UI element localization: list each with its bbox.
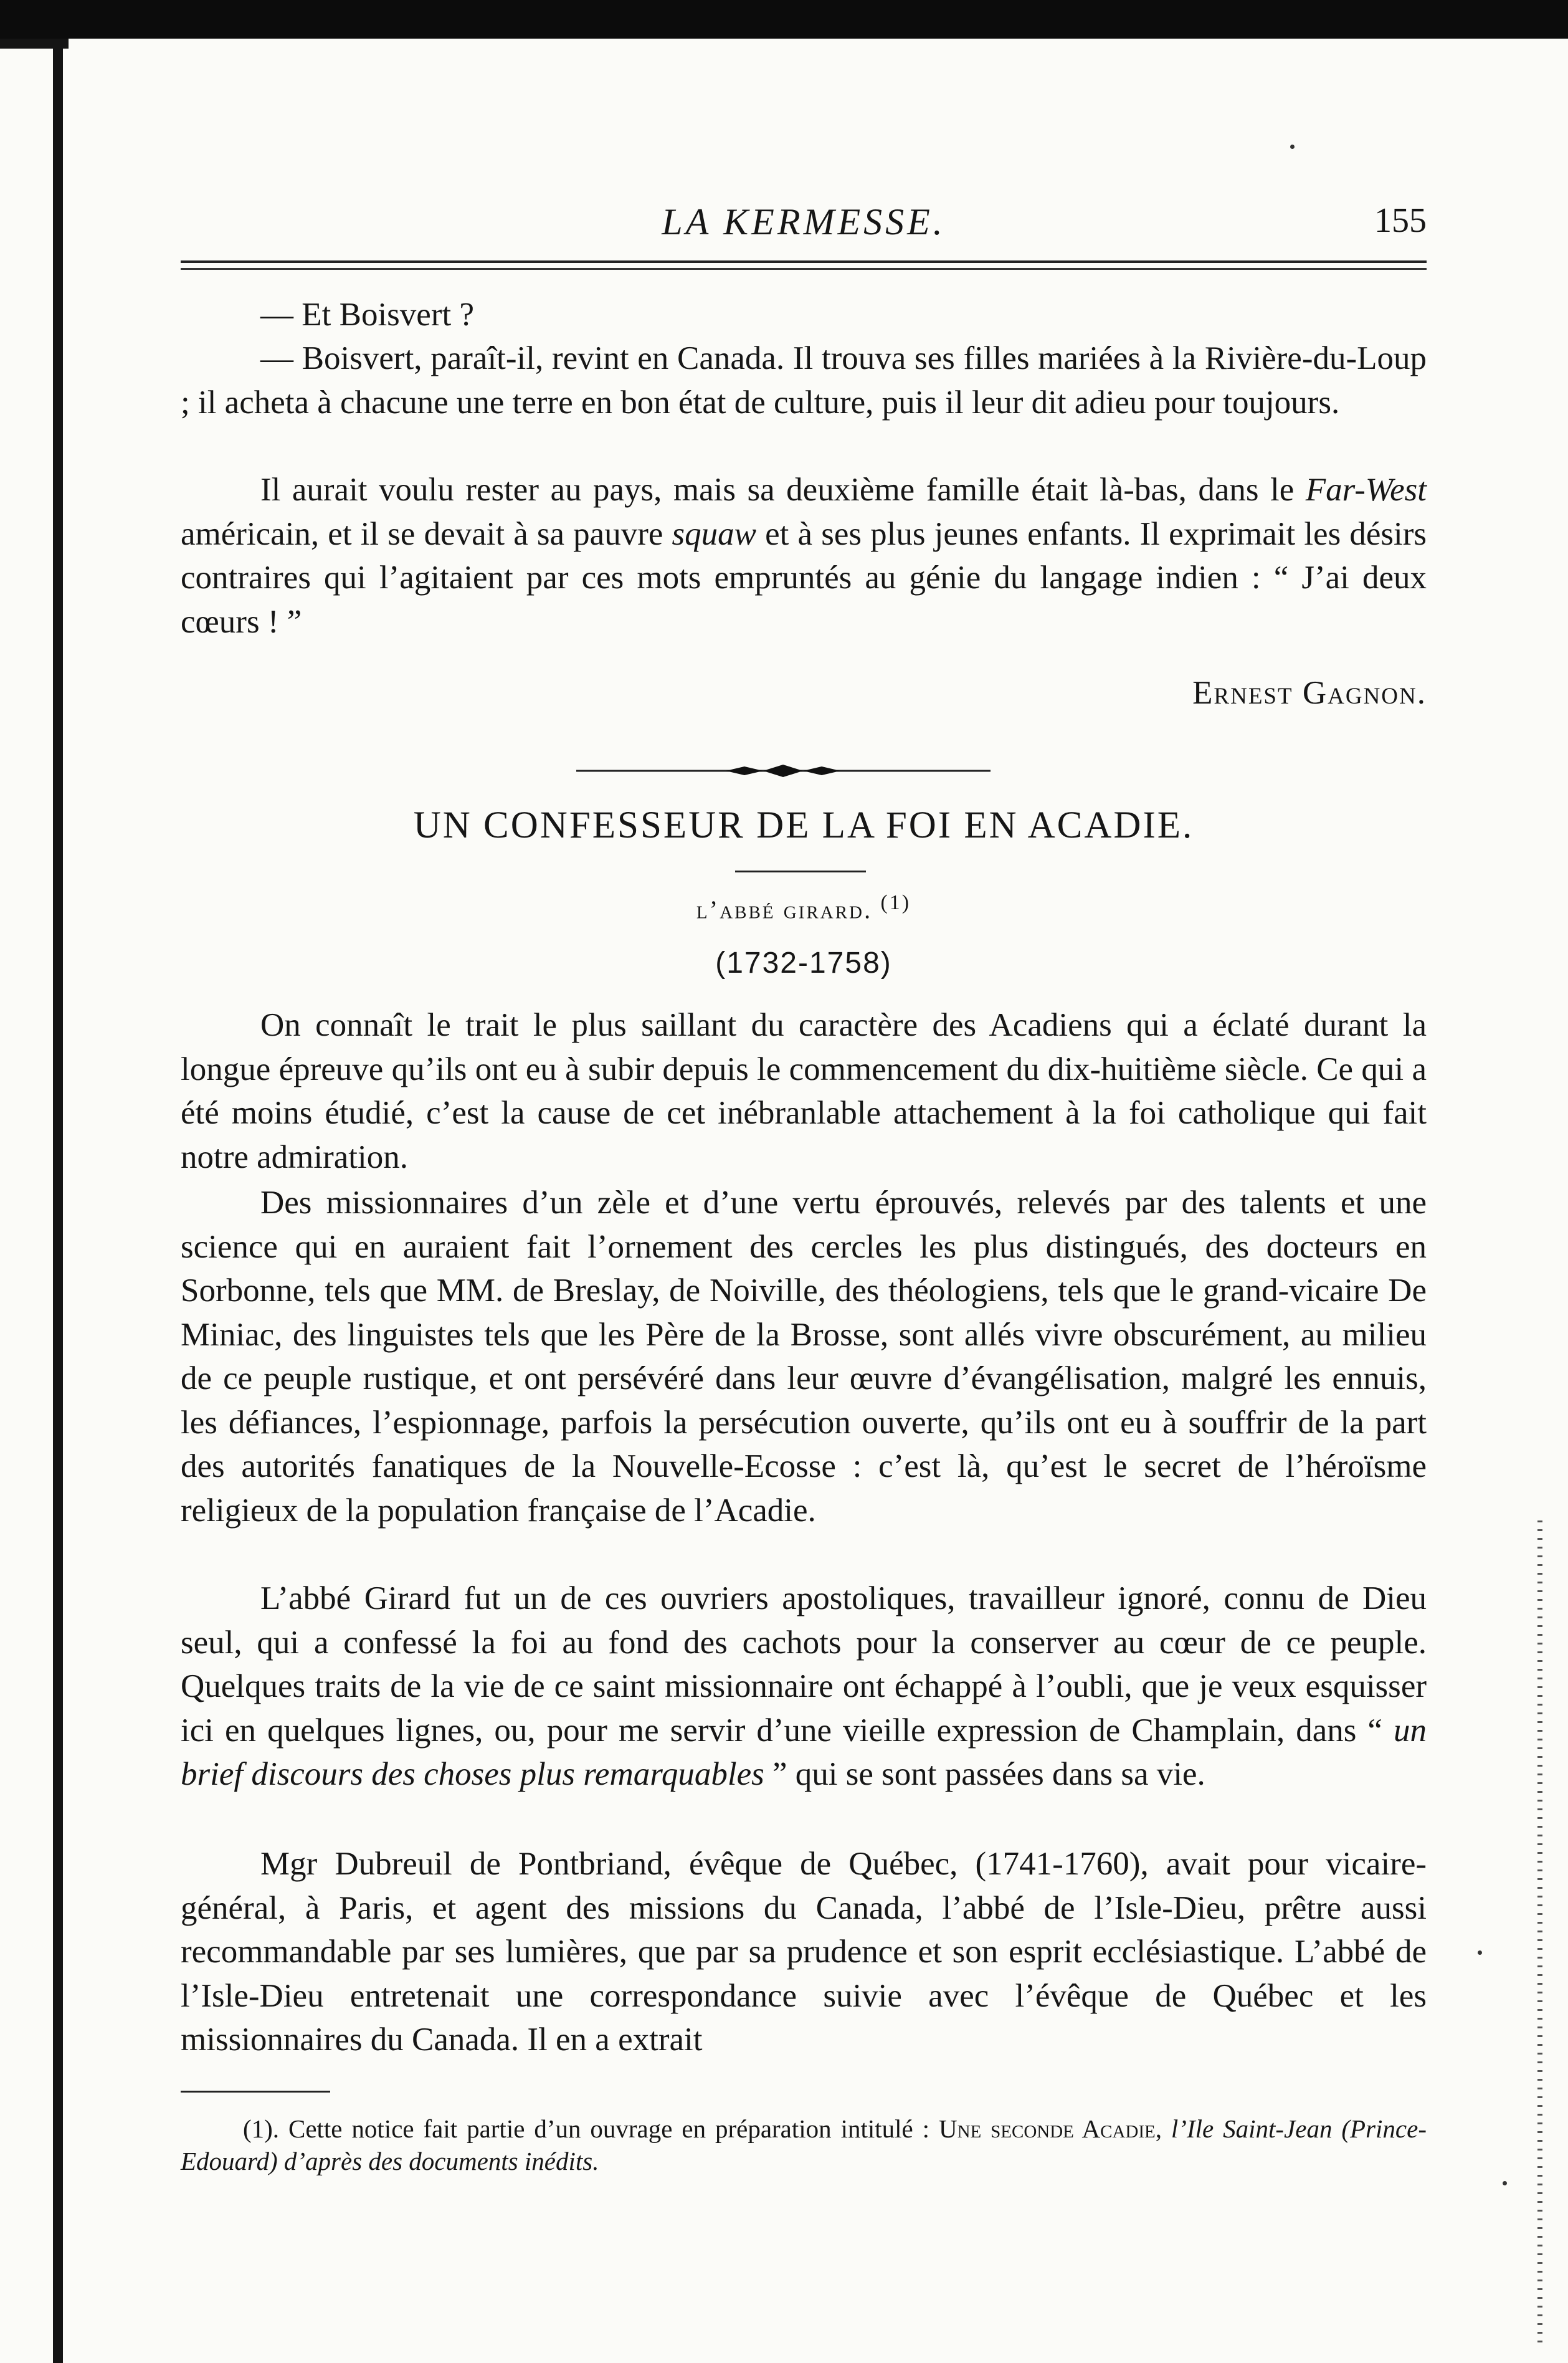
- footnote-book-title: Une seconde Acadie,: [938, 2114, 1162, 2143]
- margin-scan-dots: [1537, 1520, 1542, 2343]
- header-rule: [181, 260, 1427, 263]
- subtitle-text: l’abbé girard.: [696, 895, 873, 924]
- scan-speck: [1290, 145, 1295, 149]
- scan-border-top: [0, 0, 1568, 39]
- paragraph: [181, 468, 1427, 644]
- paragraph: Des missionnaires d’un zèle et d’une vertu éprouvés, relevés par des talents et une science qui en auraient fait l’ornement des cercles les plus distingués, des docteurs en Sorbonne, tels que MM. de Breslay, de Noiville, des théologiens, tels que le grand-vicaire De Miniac, des linguistes tels que les Père de la Brosse, sont allés vivre obscurément, au milieu de ce peuple rustique, et ont persévéré dans leur œuvre d’évangélisation, malgré les ennuis, les défiances, l’espionnage, parfois la persécution ouverte, qu’ils ont eu à souffrir de la part des autorités fanatiques de la Nouvelle-Ecosse : c’est là, qu’est le secret de l’héroïsme religieux de la population française de l’Acadie.: [181, 1185, 1427, 1529]
- italic-quote: un brief discours des choses plus remarquables: [181, 1712, 1427, 1792]
- article-subtitle: [181, 891, 1427, 925]
- italic-text: Far-West: [1305, 472, 1427, 508]
- scan-speck: [1478, 1950, 1482, 1955]
- footnote-marker: (1): [880, 891, 911, 914]
- title-rule: [735, 871, 866, 872]
- text-run: L’abbé Girard fut un de ces ouvriers apostoliques, travailleur ignoré, connu de Dieu seul, qui a confessé la foi au fond des cachots pour la conserver au cœur de ce peuple. Quelques traits de la vie de ce saint missionnaire ont échappé à l’oubli, que je veux esquisser ici en quelques lignes, ou, pour me servir d’une vieille expression de Champlain, dans “: [181, 1580, 1427, 1749]
- text-run: ” qui se sont passées dans sa vie.: [764, 1756, 1205, 1792]
- article-dates: (1732-1758): [715, 947, 892, 980]
- footnote: [181, 2112, 1427, 2177]
- footnote-text: (1). Cette notice fait partie d’un ouvrage en préparation intitulé :: [243, 2114, 939, 2143]
- paragraph: [181, 1577, 1427, 1797]
- footnote-rule: [181, 2091, 330, 2093]
- footnote-italic: l’Ile Saint-Jean (Prince-Edouard) d’après des documents inédits.: [181, 2114, 1427, 2175]
- paragraph: On connaît le trait le plus saillant du caractère des Acadiens qui a éclaté durant la longue épreuve qu’ils ont eu à subir depuis le commencement du dix-huitième siècle. Ce qui a été moins étudié, c’est la cause de cet inébranlable attachement à la foi catholique qui fait notre admiration.: [181, 1007, 1427, 1175]
- scan-border-left: [53, 39, 63, 2363]
- paragraph: Mgr Dubreuil de Pontbriand, évêque de Québec, (1741-1760), avait pour vicaire-général, à Paris, et agent des missions du Canada, l’abbé de l’Isle-Dieu, prêtre aussi recommandable par ses lumières, que par sa prudence et son esprit ecclésiastique. L’abbé de l’Isle-Dieu entretenait une correspondance suivie avec l’évêque de Québec et les missionnaires du Canada. Il en a extrait: [181, 1846, 1427, 2058]
- scan-speck: [1503, 2181, 1507, 2185]
- paragraph: — Boisvert, paraît-il, revint en Canada. Il trouva ses filles mariées à la Rivière-du-Loup ; il acheta à chacune une terre en bon état de culture, puis il leur dit adieu pour toujours.: [181, 340, 1427, 421]
- running-title: LA KERMESSE.: [662, 201, 946, 242]
- text-run: et à ses plus jeunes enfants. Il exprimait les désirs contraires qui l’agitaient par ces mots empruntés au génie du langage indien : “ J’ai deux cœurs ! ”: [181, 515, 1427, 640]
- italic-text: squaw: [672, 515, 756, 552]
- ornamental-divider: [576, 761, 991, 780]
- text-run: Il aurait voulu rester au pays, mais sa deuxième famille était là-bas, dans le: [260, 472, 1306, 508]
- text-run: américain, et il se devait à sa pauvre: [181, 515, 672, 552]
- author-signature: Ernest Gagnon.: [1192, 675, 1427, 711]
- page-number: 155: [1374, 201, 1427, 240]
- dialogue-line: — Et Boisvert ?: [260, 297, 474, 333]
- header-rule: [181, 268, 1427, 270]
- running-head: [181, 201, 1427, 251]
- article-title: UN CONFESSEUR DE LA FOI EN ACADIE.: [413, 804, 1194, 846]
